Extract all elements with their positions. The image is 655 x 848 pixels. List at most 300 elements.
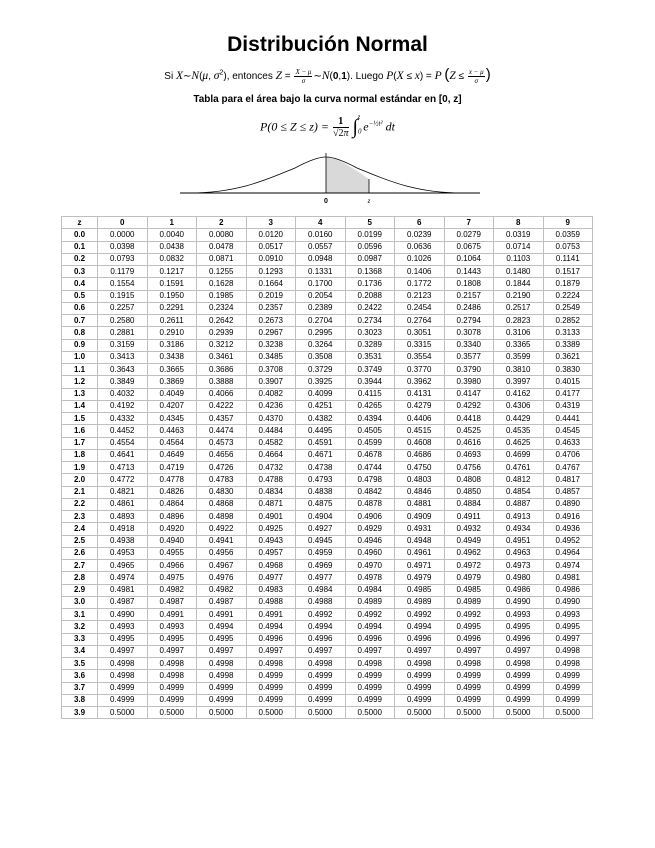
probability-cell: 0.3133: [543, 327, 593, 339]
probability-cell: 0.2823: [494, 315, 544, 327]
z-value-cell: 2.5: [62, 535, 98, 547]
probability-cell: 0.4418: [444, 413, 494, 425]
probability-cell: 0.4987: [98, 596, 148, 608]
probability-cell: 0.4991: [246, 609, 296, 621]
probability-cell: 0.2257: [98, 302, 148, 314]
probability-cell: 0.4251: [296, 400, 346, 412]
probability-cell: 0.4236: [246, 400, 296, 412]
probability-cell: 0.4992: [345, 609, 395, 621]
probability-cell: 0.4993: [98, 621, 148, 633]
probability-cell: 0.1772: [395, 278, 445, 290]
probability-cell: 0.4997: [444, 645, 494, 657]
probability-cell: 0.3365: [494, 339, 544, 351]
probability-cell: 0.3577: [444, 351, 494, 363]
table-row: [62, 302, 593, 314]
probability-cell: 0.1103: [494, 253, 544, 265]
probability-cell: 0.4929: [345, 523, 395, 535]
probability-cell: 0.4994: [345, 621, 395, 633]
probability-cell: 0.4767: [543, 462, 593, 474]
table-row: [62, 523, 593, 535]
probability-cell: 0.4808: [444, 474, 494, 486]
probability-cell: 0.4998: [98, 658, 148, 670]
probability-cell: 0.3413: [98, 351, 148, 363]
probability-cell: 0.4998: [494, 658, 544, 670]
probability-cell: 0.0478: [197, 241, 247, 253]
probability-cell: 0.4998: [543, 645, 593, 657]
probability-cell: 0.0832: [147, 253, 197, 265]
table-row: [62, 658, 593, 670]
column-header: 5: [345, 217, 395, 229]
probability-cell: 0.4515: [395, 425, 445, 437]
probability-cell: 0.4913: [494, 511, 544, 523]
probability-cell: 0.4992: [444, 609, 494, 621]
probability-cell: 0.0319: [494, 229, 544, 241]
probability-cell: 0.3485: [246, 351, 296, 363]
table-row: [62, 327, 593, 339]
probability-cell: 0.4967: [197, 560, 247, 572]
probability-cell: 0.4975: [147, 572, 197, 584]
probability-cell: 0.1406: [395, 266, 445, 278]
probability-cell: 0.4706: [543, 449, 593, 461]
z-value-cell: 0.7: [62, 315, 98, 327]
probability-cell: 0.4608: [395, 437, 445, 449]
probability-cell: 0.2611: [147, 315, 197, 327]
probability-cell: 0.4936: [543, 523, 593, 535]
table-row: [62, 609, 593, 621]
table-row: [62, 315, 593, 327]
probability-cell: 0.4898: [197, 511, 247, 523]
probability-cell: 0.4956: [197, 547, 247, 559]
probability-cell: 0.4887: [494, 498, 544, 510]
probability-cell: 0.0040: [147, 229, 197, 241]
probability-cell: 0.4993: [494, 609, 544, 621]
probability-cell: 0.4881: [395, 498, 445, 510]
probability-cell: 0.2517: [494, 302, 544, 314]
probability-cell: 0.4699: [494, 449, 544, 461]
probability-cell: 0.4999: [543, 694, 593, 706]
probability-cell: 0.4868: [197, 498, 247, 510]
probability-cell: 0.0160: [296, 229, 346, 241]
probability-cell: 0.4999: [296, 670, 346, 682]
intro-si: Si: [164, 71, 174, 82]
probability-cell: 0.3023: [345, 327, 395, 339]
probability-cell: 0.4713: [98, 462, 148, 474]
probability-cell: 0.1026: [395, 253, 445, 265]
probability-cell: 0.4998: [197, 670, 247, 682]
probability-cell: 0.3643: [98, 364, 148, 376]
probability-cell: 0.4591: [296, 437, 346, 449]
probability-cell: 0.0714: [494, 241, 544, 253]
probability-cell: 0.1879: [543, 278, 593, 290]
probability-cell: 0.3980: [444, 376, 494, 388]
probability-cell: 0.4834: [246, 486, 296, 498]
probability-cell: 0.4678: [345, 449, 395, 461]
probability-cell: 0.4812: [494, 474, 544, 486]
probability-cell: 0.4999: [543, 682, 593, 694]
probability-cell: 0.5000: [345, 707, 395, 719]
z-value-cell: 1.7: [62, 437, 98, 449]
probability-cell: 0.4732: [246, 462, 296, 474]
probability-cell: 0.4838: [296, 486, 346, 498]
probability-cell: 0.0080: [197, 229, 247, 241]
probability-cell: 0.5000: [98, 707, 148, 719]
probability-cell: 0.3554: [395, 351, 445, 363]
probability-cell: 0.1517: [543, 266, 593, 278]
probability-cell: 0.4984: [345, 584, 395, 596]
probability-cell: 0.4970: [345, 560, 395, 572]
probability-cell: 0.1064: [444, 253, 494, 265]
table-row: [62, 290, 593, 302]
probability-cell: 0.4976: [197, 572, 247, 584]
probability-cell: 0.4999: [395, 670, 445, 682]
probability-cell: 0.3830: [543, 364, 593, 376]
probability-cell: 0.4999: [246, 670, 296, 682]
probability-cell: 0.4972: [444, 560, 494, 572]
z-value-cell: 2.8: [62, 572, 98, 584]
probability-cell: 0.3186: [147, 339, 197, 351]
table-row: [62, 449, 593, 461]
probability-cell: 0.1591: [147, 278, 197, 290]
probability-cell: 0.4999: [494, 670, 544, 682]
probability-cell: 0.3621: [543, 351, 593, 363]
probability-cell: 0.4345: [147, 413, 197, 425]
table-row: [62, 560, 593, 572]
probability-cell: 0.4957: [246, 547, 296, 559]
probability-cell: 0.4772: [98, 474, 148, 486]
probability-cell: 0.4207: [147, 400, 197, 412]
z-value-cell: 0.3: [62, 266, 98, 278]
probability-cell: 0.4995: [444, 621, 494, 633]
probability-cell: 0.4545: [543, 425, 593, 437]
probability-cell: 0.4994: [395, 621, 445, 633]
probability-cell: 0.4279: [395, 400, 445, 412]
probability-cell: 0.4999: [246, 694, 296, 706]
probability-cell: 0.4999: [197, 682, 247, 694]
probability-cell: 0.2454: [395, 302, 445, 314]
z-value-cell: 1.0: [62, 351, 98, 363]
table-row: [62, 400, 593, 412]
column-header: 8: [494, 217, 544, 229]
probability-cell: 0.4099: [296, 388, 346, 400]
probability-cell: 0.2967: [246, 327, 296, 339]
label-zero: 0: [324, 198, 328, 205]
probability-cell: 0.4927: [296, 523, 346, 535]
probability-cell: 0.2580: [98, 315, 148, 327]
probability-cell: 0.4998: [296, 658, 346, 670]
table-row: [62, 376, 593, 388]
probability-cell: 0.4641: [98, 449, 148, 461]
page-title: Distribución Normal: [227, 33, 428, 56]
probability-cell: 0.4989: [345, 596, 395, 608]
z-value-cell: 3.9: [62, 707, 98, 719]
probability-cell: 0.4964: [543, 547, 593, 559]
probability-cell: 0.4993: [147, 621, 197, 633]
probability-cell: 0.3770: [395, 364, 445, 376]
table-row: [62, 437, 593, 449]
probability-cell: 0.4932: [444, 523, 494, 535]
probability-cell: 0.4850: [444, 486, 494, 498]
probability-cell: 0.0359: [543, 229, 593, 241]
probability-cell: 0.3389: [543, 339, 593, 351]
probability-cell: 0.4971: [395, 560, 445, 572]
probability-cell: 0.4995: [98, 633, 148, 645]
probability-cell: 0.1950: [147, 290, 197, 302]
probability-cell: 0.4943: [246, 535, 296, 547]
probability-cell: 0.4441: [543, 413, 593, 425]
probability-cell: 0.4904: [296, 511, 346, 523]
probability-cell: 0.4997: [345, 645, 395, 657]
probability-cell: 0.2673: [246, 315, 296, 327]
probability-cell: 0.4989: [444, 596, 494, 608]
probability-cell: 0.4977: [296, 572, 346, 584]
probability-cell: 0.4951: [494, 535, 544, 547]
probability-cell: 0.4990: [98, 609, 148, 621]
probability-cell: 0.4961: [395, 547, 445, 559]
probability-cell: 0.3944: [345, 376, 395, 388]
probability-cell: 0.2422: [345, 302, 395, 314]
probability-cell: 0.2054: [296, 290, 346, 302]
table-row: [62, 474, 593, 486]
column-header: 0: [98, 217, 148, 229]
probability-cell: 0.3997: [494, 376, 544, 388]
probability-cell: 0.3790: [444, 364, 494, 376]
z-value-cell: 1.1: [62, 364, 98, 376]
probability-cell: 0.4306: [494, 400, 544, 412]
probability-cell: 0.2357: [246, 302, 296, 314]
probability-cell: 0.4998: [197, 658, 247, 670]
probability-cell: 0.4999: [395, 682, 445, 694]
probability-cell: 0.3810: [494, 364, 544, 376]
probability-cell: 0.3708: [246, 364, 296, 376]
probability-cell: 0.4999: [296, 694, 346, 706]
probability-cell: 0.2704: [296, 315, 346, 327]
probability-cell: 0.4992: [395, 609, 445, 621]
probability-cell: 0.4987: [147, 596, 197, 608]
probability-cell: 0.3461: [197, 351, 247, 363]
probability-cell: 0.4778: [147, 474, 197, 486]
probability-cell: 0.4985: [444, 584, 494, 596]
probability-cell: 0.4861: [98, 498, 148, 510]
probability-cell: 0.4066: [197, 388, 247, 400]
z-value-cell: 1.9: [62, 462, 98, 474]
probability-cell: 0.4671: [296, 449, 346, 461]
probability-cell: 0.4744: [345, 462, 395, 474]
table-row: [62, 425, 593, 437]
probability-cell: 0.4846: [395, 486, 445, 498]
probability-cell: 0.4817: [543, 474, 593, 486]
table-row: [62, 388, 593, 400]
probability-cell: 0.1368: [345, 266, 395, 278]
probability-cell: 0.4582: [246, 437, 296, 449]
probability-cell: 0.4292: [444, 400, 494, 412]
probability-cell: 0.4788: [246, 474, 296, 486]
probability-cell: 0.4966: [147, 560, 197, 572]
probability-cell: 0.4750: [395, 462, 445, 474]
probability-cell: 0.4963: [494, 547, 544, 559]
probability-cell: 0.4995: [197, 633, 247, 645]
probability-cell: 0.4995: [543, 621, 593, 633]
probability-cell: 0.4946: [345, 535, 395, 547]
probability-cell: 0.4945: [296, 535, 346, 547]
probability-cell: 0.0398: [98, 241, 148, 253]
probability-cell: 0.4015: [543, 376, 593, 388]
probability-cell: 0.4974: [543, 560, 593, 572]
probability-cell: 0.3438: [147, 351, 197, 363]
column-header: 6: [395, 217, 445, 229]
probability-cell: 0.4484: [246, 425, 296, 437]
probability-cell: 0.2852: [543, 315, 593, 327]
z-value-cell: 3.3: [62, 633, 98, 645]
probability-cell: 0.4969: [296, 560, 346, 572]
probability-cell: 0.4981: [98, 584, 148, 596]
probability-cell: 0.3212: [197, 339, 247, 351]
table-row: [62, 707, 593, 719]
probability-cell: 0.4726: [197, 462, 247, 474]
column-header: 4: [296, 217, 346, 229]
probability-cell: 0.3849: [98, 376, 148, 388]
table-header-row: [62, 217, 593, 229]
probability-cell: 0.4826: [147, 486, 197, 498]
probability-cell: 0.4616: [444, 437, 494, 449]
probability-cell: 0.4875: [296, 498, 346, 510]
probability-cell: 0.4931: [395, 523, 445, 535]
table-row: [62, 682, 593, 694]
probability-cell: 0.4996: [345, 633, 395, 645]
table-row: [62, 498, 593, 510]
z-value-cell: 3.4: [62, 645, 98, 657]
probability-cell: 0.4997: [147, 645, 197, 657]
probability-cell: 0.4319: [543, 400, 593, 412]
probability-cell: 0.4918: [98, 523, 148, 535]
probability-cell: 0.4999: [444, 670, 494, 682]
probability-cell: 0.4131: [395, 388, 445, 400]
probability-cell: 0.4999: [543, 670, 593, 682]
probability-cell: 0.4988: [246, 596, 296, 608]
z-value-cell: 3.8: [62, 694, 98, 706]
probability-cell: 0.5000: [147, 707, 197, 719]
probability-cell: 0.3888: [197, 376, 247, 388]
column-header: 3: [246, 217, 296, 229]
probability-cell: 0.4997: [197, 645, 247, 657]
probability-cell: 0.4994: [296, 621, 346, 633]
probability-cell: 0.4394: [345, 413, 395, 425]
probability-cell: 0.4991: [147, 609, 197, 621]
probability-cell: 0.2291: [147, 302, 197, 314]
probability-cell: 0.4999: [494, 694, 544, 706]
probability-cell: 0.4992: [296, 609, 346, 621]
probability-cell: 0.4920: [147, 523, 197, 535]
probability-cell: 0.4998: [246, 658, 296, 670]
table-row: [62, 364, 593, 376]
probability-cell: 0.4999: [395, 694, 445, 706]
probability-cell: 0.5000: [395, 707, 445, 719]
table-row: [62, 633, 593, 645]
probability-cell: 0.1293: [246, 266, 296, 278]
column-header: 7: [444, 217, 494, 229]
probability-cell: 0.2088: [345, 290, 395, 302]
probability-cell: 0.4115: [345, 388, 395, 400]
probability-cell: 0.3238: [246, 339, 296, 351]
probability-cell: 0.3508: [296, 351, 346, 363]
probability-cell: 0.4909: [395, 511, 445, 523]
probability-cell: 0.4922: [197, 523, 247, 535]
z-value-cell: 0.8: [62, 327, 98, 339]
probability-cell: 0.0596: [345, 241, 395, 253]
probability-cell: 0.4332: [98, 413, 148, 425]
column-header: z: [62, 217, 98, 229]
probability-cell: 0.4941: [197, 535, 247, 547]
probability-cell: 0.4987: [197, 596, 247, 608]
probability-cell: 0.4793: [296, 474, 346, 486]
probability-cell: 0.4656: [197, 449, 247, 461]
probability-cell: 0.0000: [98, 229, 148, 241]
probability-cell: 0.4968: [246, 560, 296, 572]
z-value-cell: 2.3: [62, 511, 98, 523]
table-row: [62, 229, 593, 241]
probability-cell: 0.1255: [197, 266, 247, 278]
z-value-cell: 3.1: [62, 609, 98, 621]
probability-cell: 0.4032: [98, 388, 148, 400]
probability-cell: 0.4573: [197, 437, 247, 449]
probability-cell: 0.4649: [147, 449, 197, 461]
probability-cell: 0.4934: [494, 523, 544, 535]
probability-cell: 0.4940: [147, 535, 197, 547]
probability-cell: 0.4564: [147, 437, 197, 449]
z-value-cell: 0.9: [62, 339, 98, 351]
probability-cell: 0.4998: [98, 670, 148, 682]
probability-cell: 0.3106: [494, 327, 544, 339]
probability-cell: 0.0279: [444, 229, 494, 241]
probability-cell: 0.4999: [444, 682, 494, 694]
probability-cell: 0.4998: [543, 658, 593, 670]
probability-cell: 0.4980: [494, 572, 544, 584]
probability-cell: 0.1736: [345, 278, 395, 290]
probability-cell: 0.4625: [494, 437, 544, 449]
probability-cell: 0.4599: [345, 437, 395, 449]
probability-cell: 0.3051: [395, 327, 445, 339]
probability-cell: 0.2190: [494, 290, 544, 302]
probability-cell: 0.4995: [494, 621, 544, 633]
probability-cell: 0.4997: [296, 645, 346, 657]
probability-cell: 0.4535: [494, 425, 544, 437]
probability-cell: 0.4989: [395, 596, 445, 608]
definition-line: Si X∼N(μ, $\sigma^2$), entonces Z = $\frac{X - \mu}{\sigma}$ ∼N(0,1). Luego P(X ≤ x) = P (Z ≤ $\frac{x - \mu}{\sigma}$ ): [164, 66, 491, 85]
probability-cell: 0.4783: [197, 474, 247, 486]
probability-cell: 0.4998: [147, 658, 197, 670]
probability-cell: 0.2123: [395, 290, 445, 302]
probability-cell: 0.3159: [98, 339, 148, 351]
probability-cell: 0.4999: [494, 682, 544, 694]
probability-cell: 0.2910: [147, 327, 197, 339]
probability-cell: 0.4973: [494, 560, 544, 572]
probability-cell: 0.4988: [296, 596, 346, 608]
probability-cell: 0.4916: [543, 511, 593, 523]
probability-cell: 0.3729: [296, 364, 346, 376]
z-value-cell: 1.2: [62, 376, 98, 388]
probability-cell: 0.4991: [197, 609, 247, 621]
probability-cell: 0.4985: [395, 584, 445, 596]
probability-cell: 0.5000: [444, 707, 494, 719]
table-row: [62, 584, 593, 596]
shaded-area: [326, 157, 369, 193]
probability-cell: 0.4952: [543, 535, 593, 547]
probability-cell: 0.1554: [98, 278, 148, 290]
probability-cell: 0.4999: [246, 682, 296, 694]
probability-cell: 0.5000: [296, 707, 346, 719]
z-value-cell: 1.4: [62, 400, 98, 412]
probability-cell: 0.0753: [543, 241, 593, 253]
probability-cell: 0.4222: [197, 400, 247, 412]
